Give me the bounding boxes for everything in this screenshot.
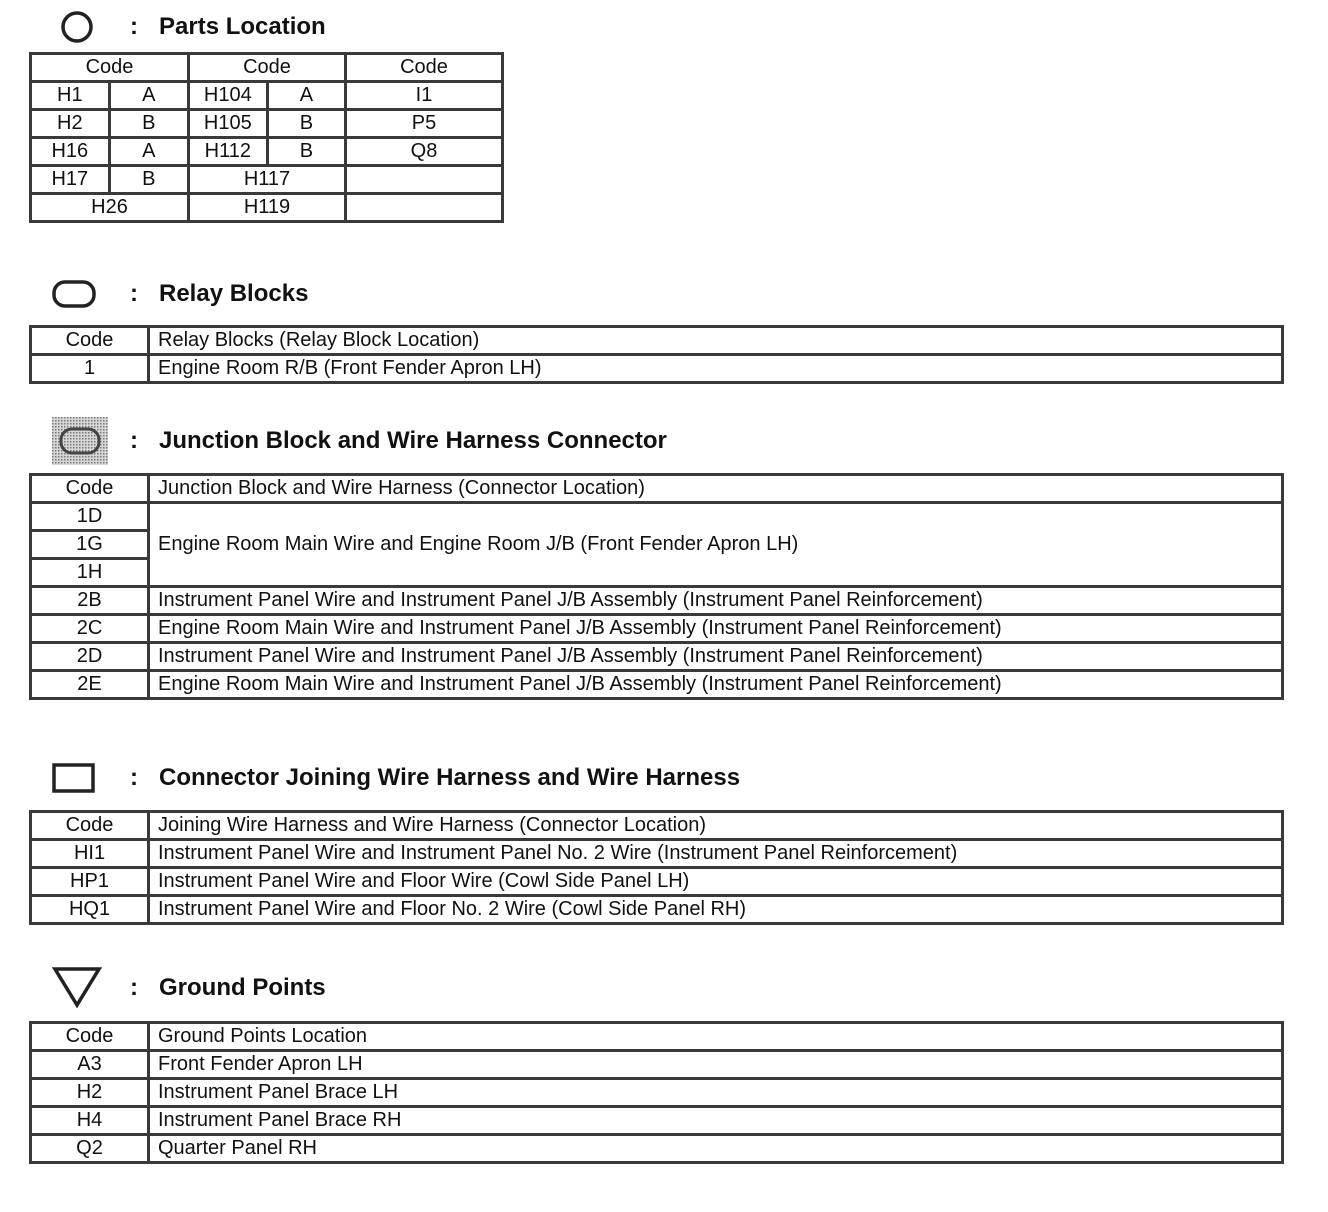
- header-cell: Relay Blocks (Relay Block Location): [149, 327, 1283, 355]
- shaded-rounded-rect-icon: [52, 417, 108, 465]
- location-cell: Engine Room R/B (Front Fender Apron LH): [149, 355, 1283, 383]
- header-cell: Code: [31, 54, 189, 82]
- header-cell: Ground Points Location: [149, 1023, 1283, 1051]
- table-header-row: [31, 1023, 1283, 1051]
- junction-block-table: [29, 473, 1284, 700]
- code-cell: I1: [346, 82, 503, 110]
- table-row: [31, 110, 503, 138]
- circle-outline-icon: [58, 9, 96, 45]
- header-cell: Code: [346, 54, 503, 82]
- code-cell: 2D: [31, 643, 149, 671]
- table-row: [31, 1107, 1283, 1135]
- code-cell: A3: [31, 1051, 149, 1079]
- location-cell: Instrument Panel Wire and Floor No. 2 Wire (Cowl Side Panel RH): [149, 896, 1283, 924]
- location-cell: Instrument Panel Brace LH: [149, 1079, 1283, 1107]
- parts-location-table: [29, 52, 504, 223]
- header-cell: Joining Wire Harness and Wire Harness (Connector Location): [149, 812, 1283, 840]
- code-cell: H16: [31, 138, 110, 166]
- location-cell: Instrument Panel Wire and Instrument Panel J/B Assembly (Instrument Panel Reinforcement): [149, 643, 1283, 671]
- empty-cell: [346, 194, 503, 222]
- header-cell: Junction Block and Wire Harness (Connector Location): [149, 475, 1283, 503]
- letter-cell: A: [109, 138, 188, 166]
- table-header-row: [31, 475, 1283, 503]
- location-cell: Instrument Panel Wire and Instrument Panel J/B Assembly (Instrument Panel Reinforcement): [149, 587, 1283, 615]
- location-cell: Instrument Panel Brace RH: [149, 1107, 1283, 1135]
- location-cell: Engine Room Main Wire and Engine Room J/B (Front Fender Apron LH): [149, 503, 1283, 587]
- code-cell: HQ1: [31, 896, 149, 924]
- code-cell: H1: [31, 82, 110, 110]
- section-colon: :: [130, 764, 138, 791]
- code-cell: 1: [31, 355, 149, 383]
- location-cell: Engine Room Main Wire and Instrument Panel J/B Assembly (Instrument Panel Reinforcement): [149, 615, 1283, 643]
- code-cell: H4: [31, 1107, 149, 1135]
- table-header-row: [31, 54, 503, 82]
- table-row: [31, 1135, 1283, 1163]
- table-row: [31, 896, 1283, 924]
- code-cell: H26: [31, 194, 189, 222]
- header-cell: Code: [31, 812, 149, 840]
- header-cell: Code: [31, 475, 149, 503]
- letter-cell: B: [267, 138, 345, 166]
- code-cell: 2E: [31, 671, 149, 699]
- location-cell: Quarter Panel RH: [149, 1135, 1283, 1163]
- section-title-junction-block: Junction Block and Wire Harness Connector: [159, 427, 667, 454]
- header-cell: Code: [31, 1023, 149, 1051]
- table-row: [31, 587, 1283, 615]
- location-cell: Front Fender Apron LH: [149, 1051, 1283, 1079]
- location-cell: Instrument Panel Wire and Instrument Panel No. 2 Wire (Instrument Panel Reinforcement): [149, 840, 1283, 868]
- table-row: [31, 503, 1283, 531]
- section-colon: :: [130, 427, 138, 454]
- header-cell: Code: [188, 54, 345, 82]
- table-row: [31, 138, 503, 166]
- code-cell: H17: [31, 166, 110, 194]
- code-cell: H112: [188, 138, 267, 166]
- code-cell: P5: [346, 110, 503, 138]
- table-row: [31, 82, 503, 110]
- table-header-row: [31, 327, 1283, 355]
- code-cell: 1G: [31, 531, 149, 559]
- letter-cell: B: [109, 110, 188, 138]
- table-row: [31, 1079, 1283, 1107]
- code-cell: Q8: [346, 138, 503, 166]
- relay-blocks-table: [29, 325, 1284, 384]
- table-header-row: [31, 812, 1283, 840]
- code-cell: 1H: [31, 559, 149, 587]
- section-title-connector-joining: Connector Joining Wire Harness and Wire Harness: [159, 764, 741, 791]
- location-cell: Instrument Panel Wire and Floor Wire (Cowl Side Panel LH): [149, 868, 1283, 896]
- code-cell: H119: [188, 194, 345, 222]
- code-cell: H104: [188, 82, 267, 110]
- section-colon: :: [130, 280, 138, 307]
- code-cell: 1D: [31, 503, 149, 531]
- table-row: [31, 868, 1283, 896]
- code-cell: 2C: [31, 615, 149, 643]
- code-cell: H105: [188, 110, 267, 138]
- rounded-rect-outline-icon: [51, 278, 97, 310]
- table-row: [31, 643, 1283, 671]
- code-cell: H117: [188, 166, 345, 194]
- table-row: [31, 615, 1283, 643]
- square-outline-icon: [51, 762, 97, 794]
- code-cell: HI1: [31, 840, 149, 868]
- empty-cell: [346, 166, 503, 194]
- connector-joining-table: [29, 810, 1284, 925]
- header-cell: Code: [31, 327, 149, 355]
- section-colon: :: [130, 13, 138, 40]
- table-row: [31, 194, 503, 222]
- table-row: [31, 671, 1283, 699]
- code-cell: Q2: [31, 1135, 149, 1163]
- section-title-parts-location: Parts Location: [159, 13, 326, 40]
- location-cell: Engine Room Main Wire and Instrument Panel J/B Assembly (Instrument Panel Reinforcement): [149, 671, 1283, 699]
- section-title-relay-blocks: Relay Blocks: [159, 280, 309, 307]
- letter-cell: A: [109, 82, 188, 110]
- letter-cell: B: [109, 166, 188, 194]
- section-title-ground-points: Ground Points: [159, 974, 326, 1001]
- table-row: [31, 840, 1283, 868]
- code-cell: HP1: [31, 868, 149, 896]
- table-row: [31, 166, 503, 194]
- ground-points-table: [29, 1021, 1284, 1164]
- code-cell: H2: [31, 110, 110, 138]
- letter-cell: A: [267, 82, 345, 110]
- letter-cell: B: [267, 110, 345, 138]
- table-row: [31, 1051, 1283, 1079]
- code-cell: 2B: [31, 587, 149, 615]
- down-triangle-outline-icon: [52, 965, 102, 1009]
- section-colon: :: [130, 974, 138, 1001]
- code-cell: H2: [31, 1079, 149, 1107]
- table-row: [31, 355, 1283, 383]
